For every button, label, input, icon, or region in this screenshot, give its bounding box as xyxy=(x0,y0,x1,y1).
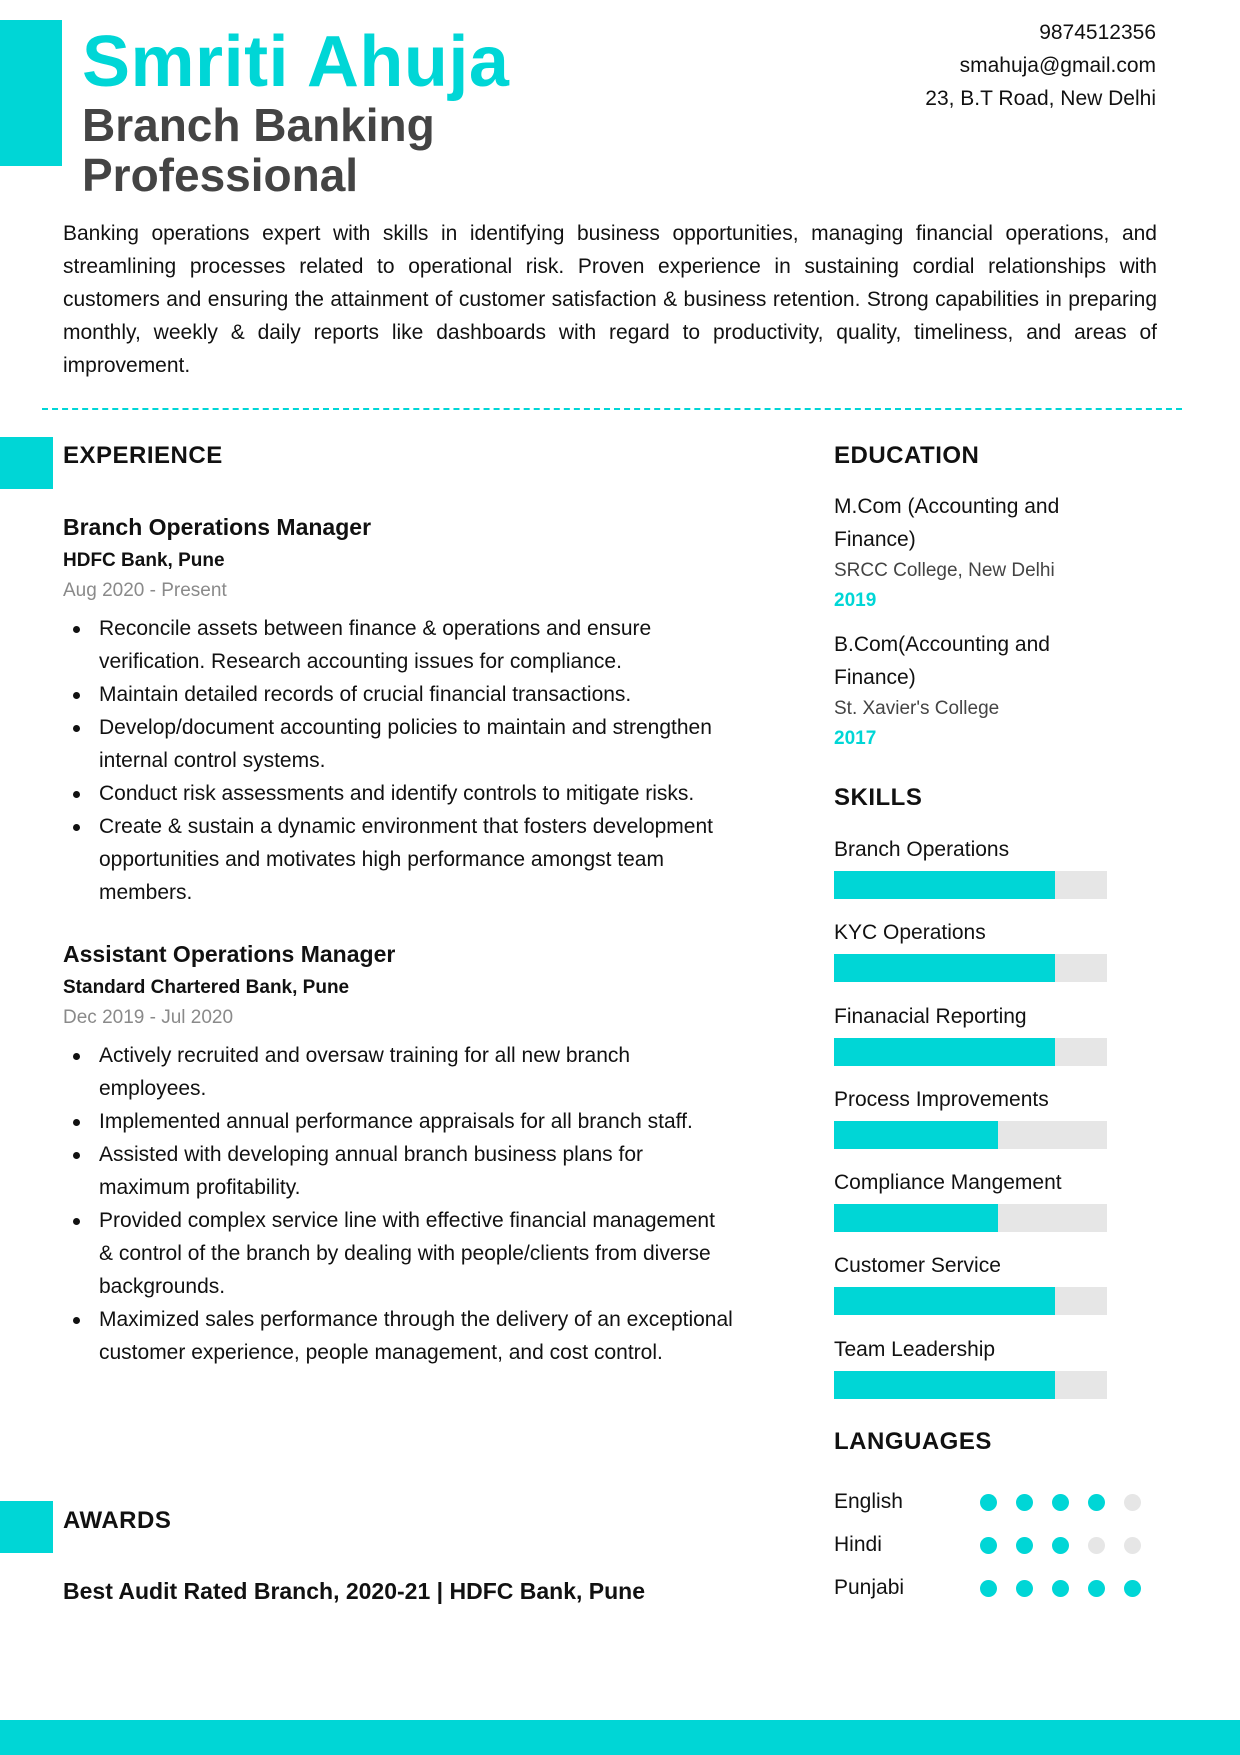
job-bullet: Assisted with developing annual branch business plans for maximum profitability. xyxy=(63,1138,733,1204)
edu-school: St. Xavier's College xyxy=(834,698,1000,719)
experience-heading: EXPERIENCE xyxy=(63,442,223,469)
job-entry xyxy=(63,508,733,909)
rating-dot-filled xyxy=(980,1537,997,1554)
skill-bar-fill xyxy=(834,954,1055,982)
rating-dot-empty xyxy=(1124,1494,1141,1511)
language-rating xyxy=(980,1580,1160,1597)
language-item xyxy=(834,1530,1164,1573)
awards-heading: AWARDS xyxy=(63,1507,172,1534)
job-title: Branch Operations Manager xyxy=(63,514,372,540)
candidate-name: Smriti Ahuja xyxy=(82,22,510,102)
education-heading: EDUCATION xyxy=(834,442,980,469)
job-entry xyxy=(63,935,733,1369)
skill-name: Customer Service xyxy=(834,1254,1001,1278)
job-dates: Dec 2019 - Jul 2020 xyxy=(63,1007,234,1028)
skill-bar-fill xyxy=(834,1204,998,1232)
language-rating xyxy=(980,1537,1160,1554)
language-name: English xyxy=(834,1490,903,1513)
skill-bar-fill xyxy=(834,1371,1055,1399)
skill-bar-fill xyxy=(834,1038,1055,1066)
rating-dot-filled xyxy=(1088,1580,1105,1597)
edu-school: SRCC College, New Delhi xyxy=(834,560,1055,581)
job-bullet: Conduct risk assessments and identify controls to mitigate risks. xyxy=(63,777,733,810)
skill-item xyxy=(834,1083,1164,1166)
job-bullet: Reconcile assets between finance & operations and ensure verification. Research accounting issues for compliance. xyxy=(63,612,733,678)
rating-dot-filled xyxy=(1052,1494,1069,1511)
languages-heading: LANGUAGES xyxy=(834,1428,992,1455)
language-name: Punjabi xyxy=(834,1576,905,1599)
skill-name: Finanacial Reporting xyxy=(834,1004,1027,1028)
candidate-role: Branch Banking Professional xyxy=(82,99,435,201)
skill-bar-fill xyxy=(834,1121,998,1149)
skill-bar xyxy=(834,871,1107,899)
job-title: Assistant Operations Manager xyxy=(63,941,396,967)
skill-bar xyxy=(834,1204,1107,1232)
skills-heading: SKILLS xyxy=(834,784,923,811)
language-name: Hindi xyxy=(834,1533,882,1556)
job-bullets xyxy=(63,612,733,909)
experience-accent-block xyxy=(0,437,53,489)
languages-list xyxy=(834,1487,1164,1616)
skill-item xyxy=(834,833,1164,916)
rating-dot-filled xyxy=(1088,1494,1105,1511)
rating-dot-filled xyxy=(1016,1580,1033,1597)
job-bullet: Provided complex service line with effective financial management & control of the branch by dealing with people/clients from diverse backgrounds. xyxy=(63,1204,733,1303)
rating-dot-filled xyxy=(980,1494,997,1511)
skill-bar xyxy=(834,1121,1107,1149)
skill-bar xyxy=(834,1038,1107,1066)
job-bullet: Develop/document accounting policies to maintain and strengthen internal control systems. xyxy=(63,711,733,777)
skill-bar-fill xyxy=(834,871,1055,899)
skill-item xyxy=(834,1166,1164,1249)
contact-info xyxy=(925,16,1156,115)
rating-dot-filled xyxy=(1016,1494,1033,1511)
rating-dot-empty xyxy=(1124,1537,1141,1554)
summary: Banking operations expert with skills in identifying business opportunities, managing financial operations, and streamlining processes related to operational risk. Proven experience in sustaining cordial relationships with customers and ensuring the attainment of customer satisfaction & business retention. Strong capabilities in preparing monthly, weekly & daily reports like dashboards with regard to productivity, quality, timeliness, and areas of improvement. xyxy=(63,222,1157,377)
skill-bar-fill xyxy=(834,1287,1055,1315)
job-bullet: Create & sustain a dynamic environment that fosters development opportunities and motivates high performance amongst team members. xyxy=(63,810,733,909)
job-company: HDFC Bank, Pune xyxy=(63,550,225,571)
address: 23, B.T Road, New Delhi xyxy=(925,87,1156,110)
job-bullet: Implemented annual performance appraisals for all branch staff. xyxy=(63,1105,733,1138)
education-entry xyxy=(834,628,1164,754)
skill-bar xyxy=(834,1371,1107,1399)
skill-name: Branch Operations xyxy=(834,838,1010,861)
job-bullet: Maintain detailed records of crucial financial transactions. xyxy=(63,678,733,711)
email: smahuja@gmail.com xyxy=(959,54,1156,77)
language-rating xyxy=(980,1494,1160,1511)
job-bullets xyxy=(63,1039,733,1369)
rating-dot-empty xyxy=(1088,1537,1105,1554)
language-item xyxy=(834,1573,1164,1616)
skill-item xyxy=(834,1249,1164,1332)
awards-accent-block xyxy=(0,1501,53,1553)
language-item xyxy=(834,1487,1164,1530)
phone: 9874512356 xyxy=(1039,21,1156,44)
rating-dot-filled xyxy=(980,1580,997,1597)
education-entry xyxy=(834,490,1164,616)
edu-degree: M.Com (Accounting and Finance) xyxy=(834,495,1060,551)
skill-item xyxy=(834,916,1164,999)
skill-item xyxy=(834,1333,1164,1416)
education-list xyxy=(834,490,1164,766)
job-bullet: Maximized sales performance through the delivery of an exceptional customer experience, people management, and cost control. xyxy=(63,1303,733,1369)
rating-dot-filled xyxy=(1124,1580,1141,1597)
skill-name: KYC Operations xyxy=(834,921,986,945)
skill-bar xyxy=(834,954,1107,982)
rating-dot-filled xyxy=(1052,1537,1069,1554)
job-bullet: Actively recruited and oversaw training for all new branch employees. xyxy=(63,1039,733,1105)
skill-item xyxy=(834,1000,1164,1083)
experience-list xyxy=(63,508,733,1395)
rating-dot-filled xyxy=(1016,1537,1033,1554)
edu-degree: B.Com(Accounting and Finance) xyxy=(834,633,1050,689)
footer-accent-bar xyxy=(0,1720,1240,1755)
section-divider xyxy=(42,408,1182,410)
edu-year: 2019 xyxy=(834,590,877,611)
skill-name: Compliance Mangement xyxy=(834,1171,1062,1195)
rating-dot-filled xyxy=(1052,1580,1069,1597)
skills-list xyxy=(834,833,1164,1416)
award-item: Best Audit Rated Branch, 2020-21 | HDFC Bank, Pune xyxy=(63,1578,645,1604)
job-dates: Aug 2020 - Present xyxy=(63,580,227,601)
skill-bar xyxy=(834,1287,1107,1315)
skill-name: Process Improvements xyxy=(834,1087,1049,1111)
skill-name: Team Leadership xyxy=(834,1337,996,1361)
job-company: Standard Chartered Bank, Pune xyxy=(63,977,350,998)
header-accent-block xyxy=(0,20,62,166)
edu-year: 2017 xyxy=(834,728,877,749)
